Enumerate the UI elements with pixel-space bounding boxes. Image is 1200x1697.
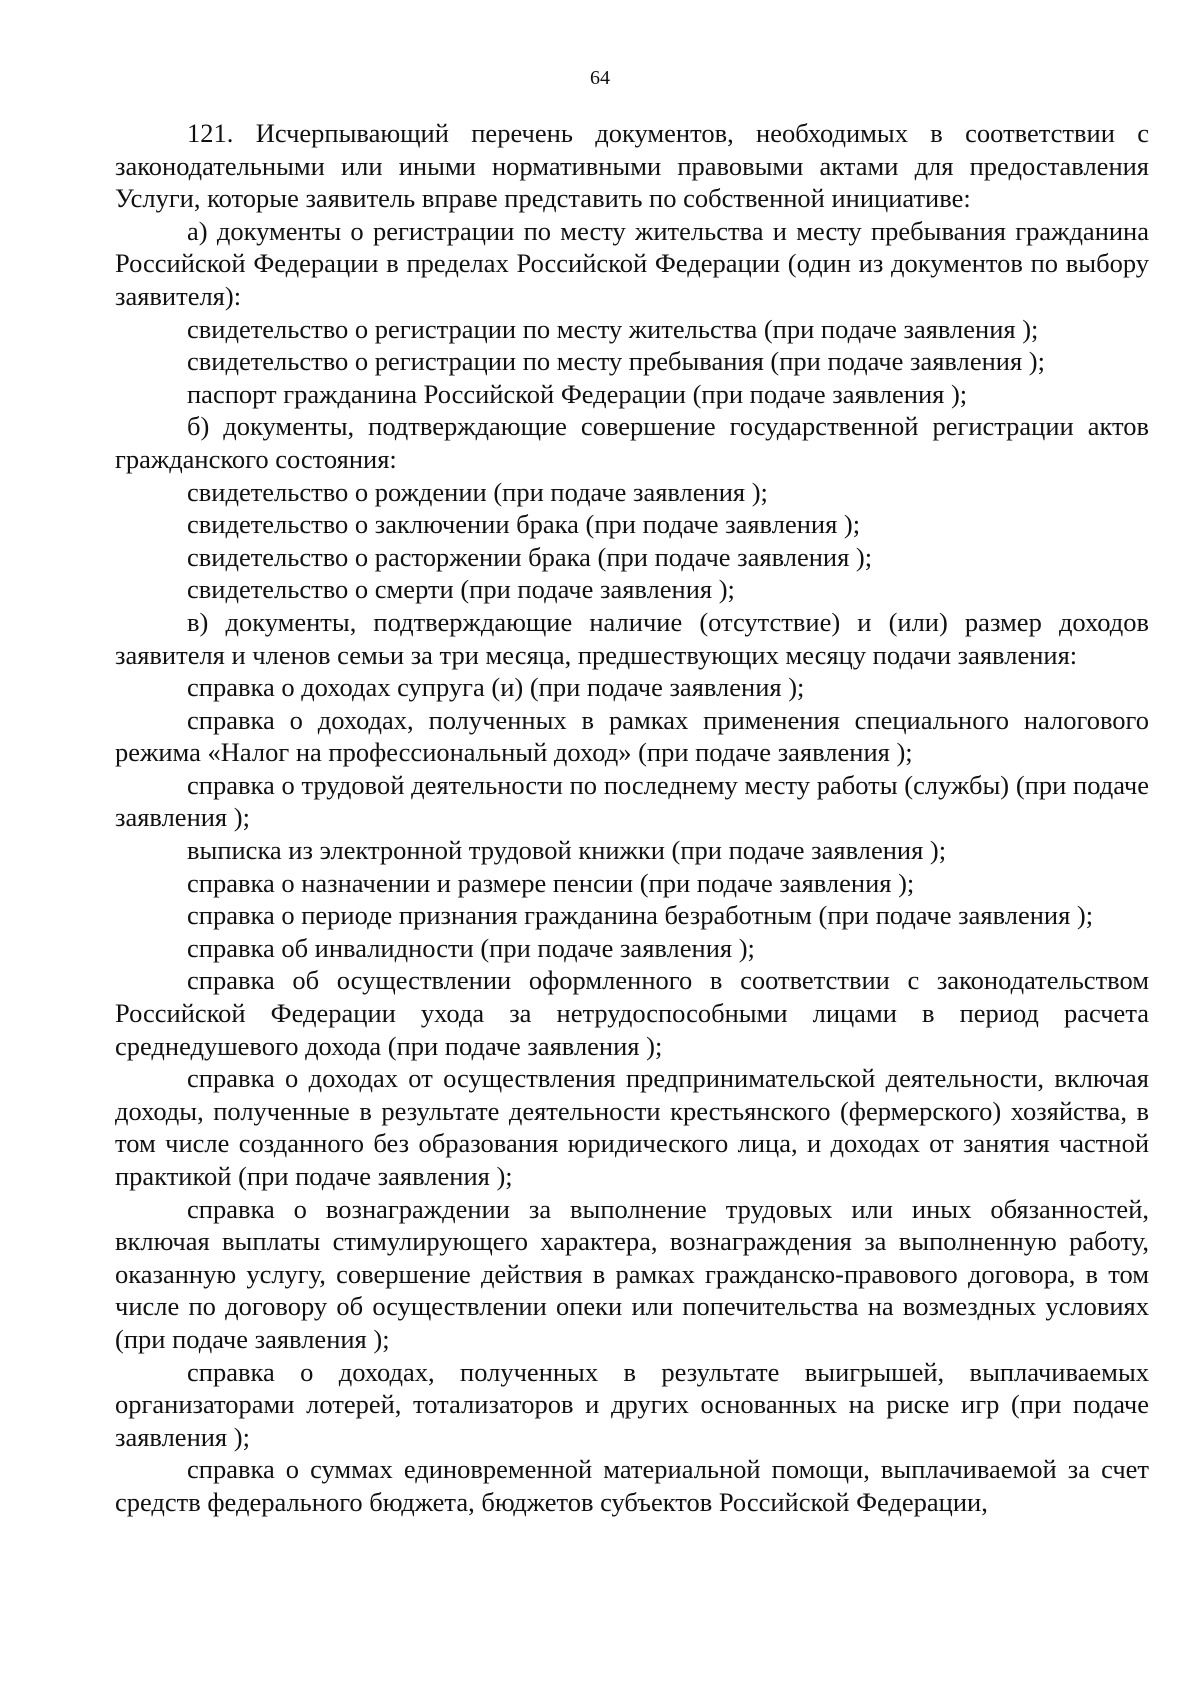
paragraph-subitem-a: а) документы о регистрации по месту жительства и месту пребывания гражданина Российской Федерации в пределах Российской Федерации (один из документов по выбору заявителя): xyxy=(115,215,1149,311)
paragraph-item-121: 121. Исчерпывающий перечень документов, необходимых в соответствии с законодательными или иными нормативными правовыми актами для предоставления Услуги, которые заявитель вправе представить по собственной инициативе: xyxy=(115,118,1149,214)
page-number: 64 xyxy=(590,67,610,89)
list-item: справка о трудовой деятельности по последнему месту работы (службы) (при подаче заявления ); xyxy=(115,769,1149,833)
list-item: свидетельство о регистрации по месту пребывания (при подаче заявления ); xyxy=(187,346,1045,377)
paragraph-subitem-v: в) документы, подтверждающие наличие (отсутствие) и (или) размер доходов заявителя и членов семьи за три месяца, предшествующих месяцу подачи заявления: xyxy=(115,606,1149,670)
list-item: свидетельство о смерти (при подаче заявления ); xyxy=(187,574,735,605)
list-item: свидетельство о регистрации по месту жительства (при подаче заявления ); xyxy=(187,313,1039,344)
list-item: справка о доходах супруга (и) (при подаче заявления ); xyxy=(187,672,805,703)
list-item: свидетельство о рождении (при подаче заявления ); xyxy=(187,476,768,507)
list-item: справка о назначении и размере пенсии (при подаче заявления ); xyxy=(187,867,915,898)
list-item: справка о доходах, полученных в результате выигрышей, выплачиваемых организаторами лотерей, тотализаторов и других основанных на риске игр (при подаче заявления ); xyxy=(115,1356,1149,1452)
list-item: справка о вознаграждении за выполнение трудовых или иных обязанностей, включая выплаты стимулирующего характера, вознаграждения за выполненную работу, оказанную услугу, совершение действия в рамках гражданско-правового договора, в том числе по договору об осуществлении опеки или попечительства на возмездных условиях (при подаче заявления ); xyxy=(115,1193,1149,1354)
list-item: справка о суммах единовременной материальной помощи, выплачиваемой за счет средств федерального бюджета, бюджетов субъектов Российской Федерации, xyxy=(115,1454,1149,1517)
list-item: свидетельство о заключении брака (при подаче заявления ); xyxy=(187,509,861,540)
list-item: справка о периоде признания гражданина безработным (при подаче заявления ); xyxy=(187,900,1094,931)
list-item: справка о доходах, полученных в рамках применения специального налогового режима «Налог на профессиональный доход» (при подаче заявления ); xyxy=(115,704,1149,768)
paragraph-subitem-b: б) документы, подтверждающие совершение государственной регистрации актов гражданского состояния: xyxy=(115,411,1149,474)
list-item: справка об инвалидности (при подаче заявления ); xyxy=(187,932,755,963)
list-item: справка об осуществлении оформленного в соответствии с законодательством Российской Федерации ухода за нетрудоспособными лицами в период расчета среднедушевого дохода (при подаче заявления ); xyxy=(115,965,1149,1061)
list-item: паспорт гражданина Российской Федерации (при подаче заявления ); xyxy=(187,378,968,409)
list-item: справка о доходах от осуществления предпринимательской деятельности, включая доходы, полученные в результате деятельности крестьянского (фермерского) хозяйства, в том числе созданного без образования юридического лица, и доходах от занятия частной практикой (при подаче заявления ); xyxy=(115,1063,1149,1191)
list-item: выписка из электронной трудовой книжки (при подаче заявления ); xyxy=(187,835,947,866)
list-item: свидетельство о расторжении брака (при подаче заявления ); xyxy=(187,541,873,572)
document-body xyxy=(115,117,1149,1519)
